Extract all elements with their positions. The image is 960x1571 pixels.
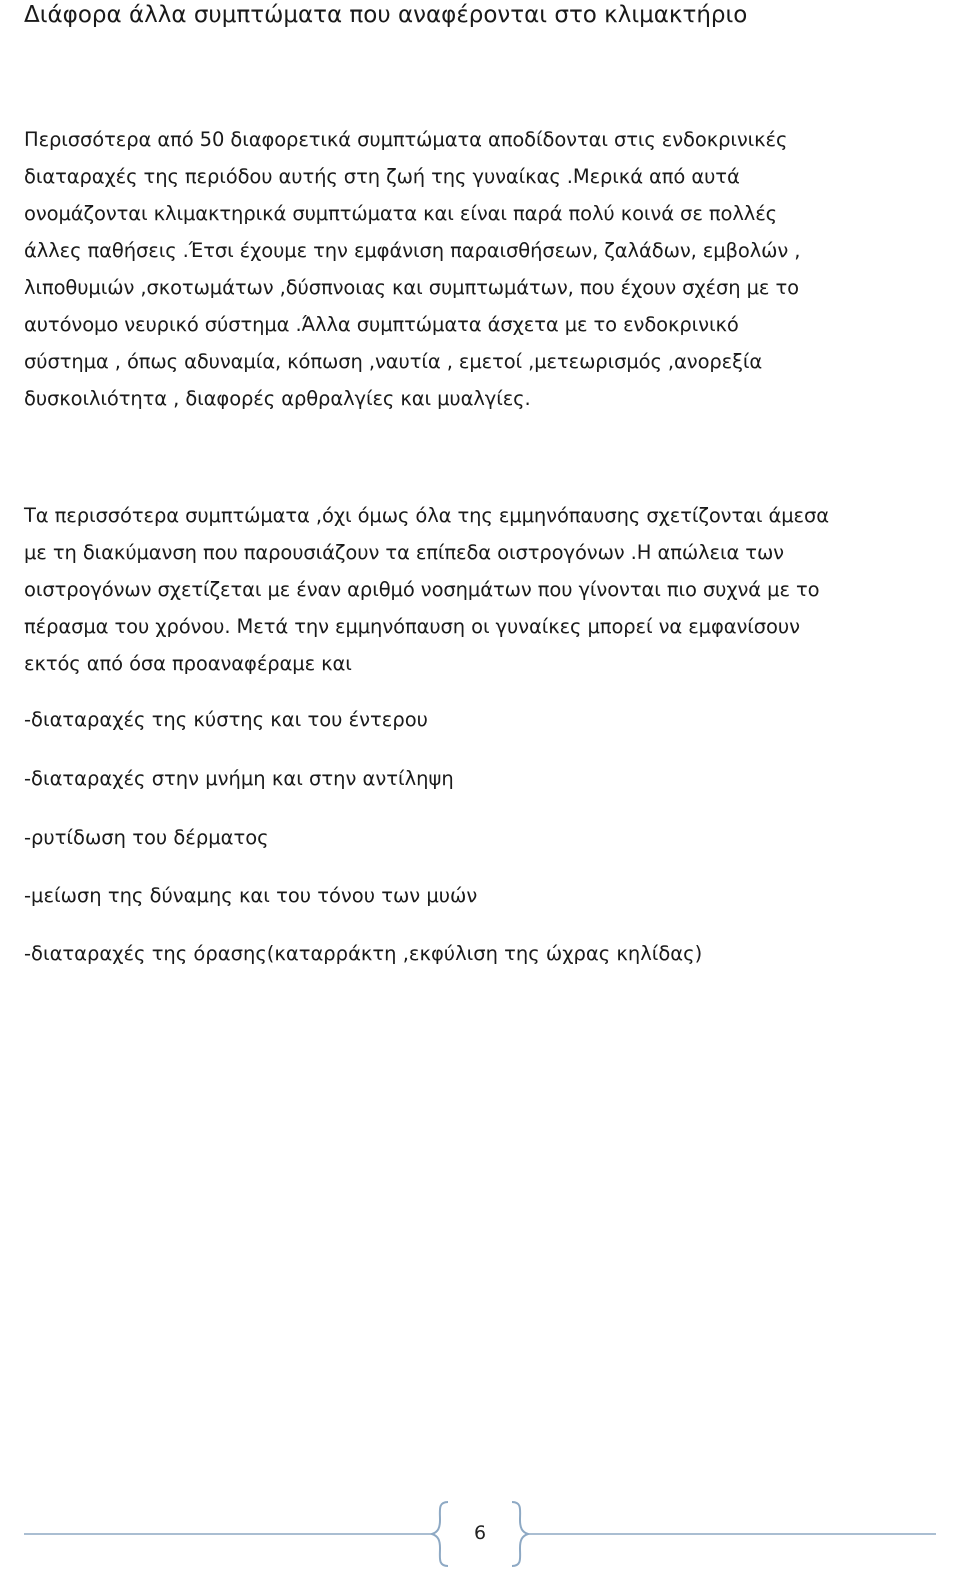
page-heading: Διάφορα άλλα συμπτώματα που αναφέρονται στο κλιμακτήριο: [24, 2, 748, 28]
list-item: -διαταραχές στην μνήμη και στην αντίληψη: [24, 767, 454, 790]
list-item: -διαταραχές της κύστης και του έντερου: [24, 708, 428, 731]
paragraph-line: Τα περισσότερα συμπτώματα ,όχι όμως όλα της εμμηνόπαυσης σχετίζονται άμεσα: [24, 504, 829, 527]
paragraph-line: ονομάζονται κλιμακτηρικά συμπτώματα και είναι παρά πολύ κοινά σε πολλές: [24, 202, 777, 225]
paragraph-line: πέρασμα του χρόνου. Μετά την εμμηνόπαυση οι γυναίκες μπορεί να εμφανίσουν: [24, 615, 800, 638]
paragraph-line: Περισσότερα από 50 διαφορετικά συμπτώματα αποδίδονται στις ενδοκρινικές: [24, 128, 788, 151]
list-item: -ρυτίδωση του δέρματος: [24, 826, 269, 849]
paragraph-line: σύστημα , όπως αδυναμία, κόπωση ,ναυτία , εμετοί ,μετεωρισμός ,ανορεξία: [24, 350, 763, 373]
paragraph-line: δυσκοιλιότητα , διαφορές αρθραλγίες και μυαλγίες.: [24, 387, 531, 410]
paragraph-line: με τη διακύμανση που παρουσιάζουν τα επίπεδα οιστρογόνων .Η απώλεια των: [24, 541, 784, 564]
paragraph-line: αυτόνομο νευρικό σύστημα .Άλλα συμπτώματα άσχετα με το ενδοκρινικό: [24, 313, 739, 336]
list-item: -διαταραχές της όρασης(καταρράκτη ,εκφύλιση της ώχρας κηλίδας): [24, 942, 703, 965]
paragraph-line: εκτός από όσα προαναφέραμε και: [24, 652, 352, 675]
list-item: -μείωση της δύναμης και του τόνου των μυών: [24, 884, 478, 907]
paragraph-line: άλλες παθήσεις .Έτσι έχουμε την εμφάνιση παραισθήσεων, ζαλάδων, εμβολών ,: [24, 239, 801, 262]
page-footer: [0, 1498, 960, 1571]
paragraph-symptoms-intro: [24, 121, 936, 417]
page-number: 6: [473, 1522, 487, 1544]
paragraph-estrogen: [24, 497, 936, 682]
paragraph-line: λιποθυμιών ,σκοτωμάτων ,δύσπνοιας και συμπτωμάτων, που έχουν σχέση με το: [24, 276, 799, 299]
paragraph-line: οιστρογόνων σχετίζεται με έναν αριθμό νοσημάτων που γίνονται πιο συχνά με το: [24, 578, 820, 601]
paragraph-line: διαταραχές της περιόδου αυτής στη ζωή της γυναίκας .Μερικά από αυτά: [24, 165, 740, 188]
